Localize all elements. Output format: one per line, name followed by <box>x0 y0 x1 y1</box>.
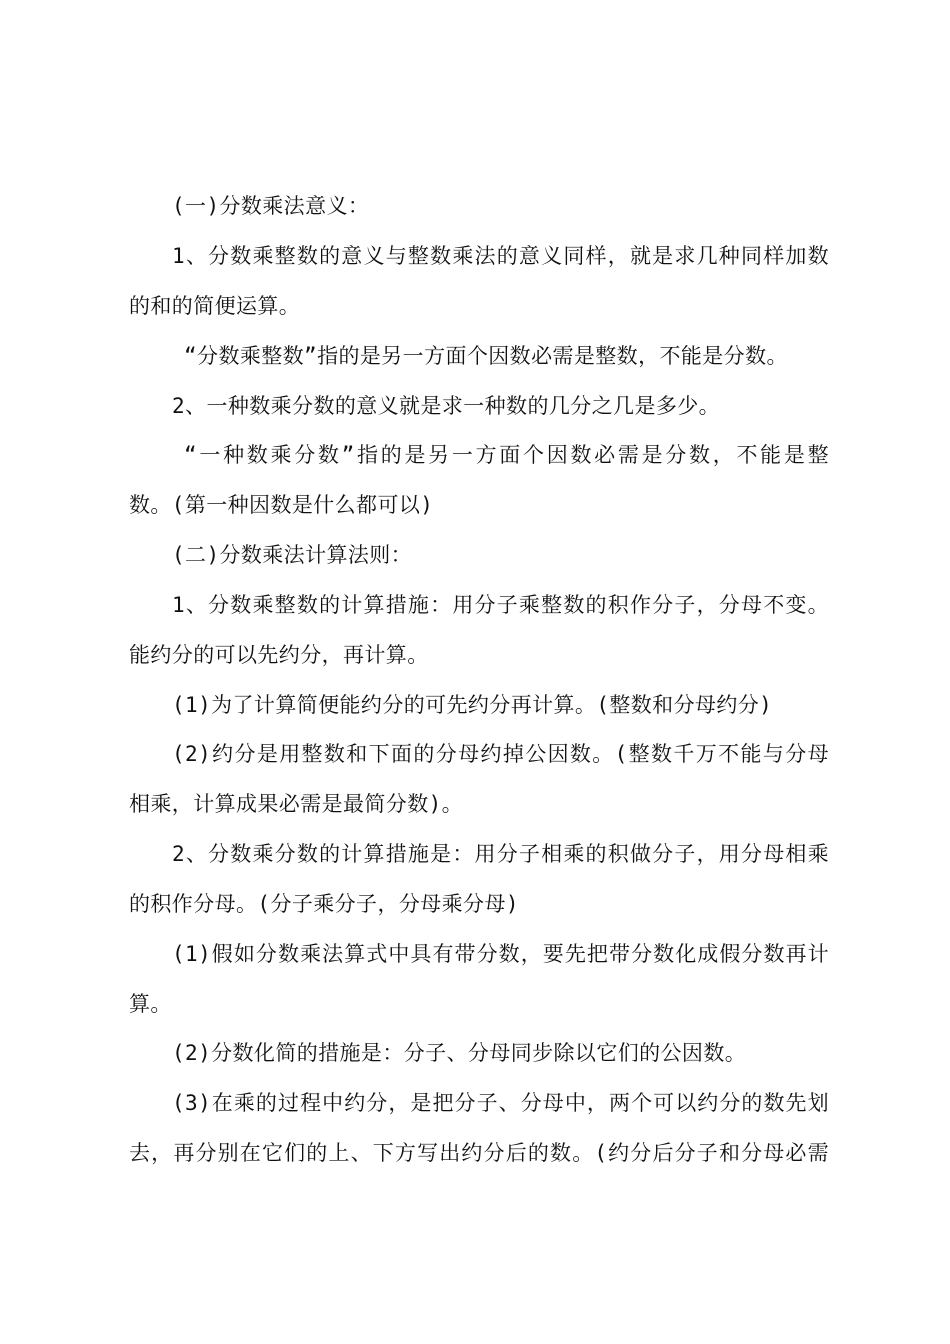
paragraph-line: 的和的简便运算。 <box>129 294 301 318</box>
paragraph-line: 1、分数乘整数的意义与整数乘法的意义同样，就是求几种同样加数 <box>172 244 829 268</box>
paragraph-line: 2、一种数乘分数的意义就是求一种数的几分之几是多少。 <box>172 394 721 418</box>
paragraph-line: 1、分数乘整数的计算措施：用分子乘整数的积作分子，分母不变。 <box>172 593 829 617</box>
paragraph-line: “分数乘整数”指的是另一方面个因数必需是整数，不能是分数。 <box>184 344 788 368</box>
paragraph-line: “一种数乘分数”指的是另一方面个因数必需是分数，不能是整 <box>184 443 829 467</box>
section-heading-meaning: (一)分数乘法意义： <box>172 194 370 218</box>
paragraph-line: 2、分数乘分数的计算措施是：用分子相乘的积做分子，用分母相乘 <box>172 842 829 866</box>
paragraph-line: 数。(第一种因数是什么都可以) <box>129 493 434 517</box>
paragraph-line: (2)约分是用整数和下面的分母约掉公因数。(整数千万不能与分母 <box>172 742 829 766</box>
paragraph-line: (3)在乘的过程中约分，是把分子、分母中，两个可以约分的数先划 <box>172 1091 829 1115</box>
paragraph-line: 的积作分母。(分子乘分子，分母乘分母) <box>129 892 519 916</box>
paragraph-line: 算。 <box>129 992 172 1016</box>
paragraph-line: 能约分的可以先约分，再计算。 <box>129 643 429 667</box>
paragraph-line: 相乘，计算成果必需是最简分数)。 <box>129 792 464 816</box>
paragraph-line: 去，再分别在它们的上、下方写出约分后的数。(约分后分子和分母必需 <box>129 1141 829 1165</box>
section-heading-rules: (二)分数乘法计算法则： <box>172 543 413 567</box>
paragraph-line: (2)分数化简的措施是：分子、分母同步除以它们的公因数。 <box>172 1041 747 1065</box>
paragraph-line: (1)假如分数乘法算式中具有带分数，要先把带分数化成假分数再计 <box>172 942 829 966</box>
paragraph-line: (1)为了计算简便能约分的可先约分再计算。(整数和分母约分) <box>172 693 773 717</box>
